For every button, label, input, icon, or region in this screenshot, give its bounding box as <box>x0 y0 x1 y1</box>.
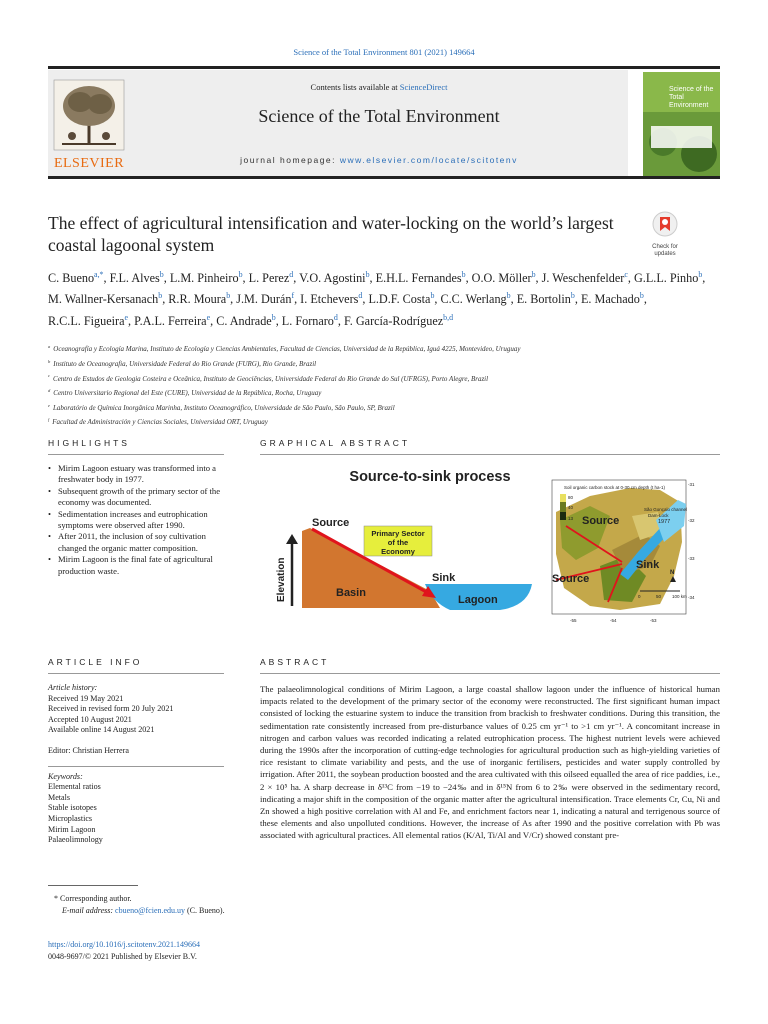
map-legend-low: 13 <box>568 516 574 521</box>
history-item: Received in revised form 20 July 2021 <box>48 704 174 714</box>
map-lon-55: -55 <box>570 618 577 623</box>
map-source-top: Source <box>582 515 620 527</box>
author-name[interactable]: F. García-Rodríguez <box>343 313 444 328</box>
highlight-item: • Mirim Lagoon estuary was transformed into a freshwater body in 1977. <box>48 463 224 486</box>
keyword-item[interactable]: Elemental ratios <box>48 782 101 792</box>
email-suffix: (C. Bueno). <box>185 905 225 915</box>
copyright-line: 0048-9697/© 2021 Published by Elsevier B.V. <box>48 951 197 961</box>
affiliation-key: d <box>48 387 51 393</box>
author-affiliation-marker[interactable]: b <box>639 291 644 301</box>
author-affiliation-marker[interactable]: b <box>698 270 703 279</box>
cover-title-line1: Science of the <box>669 86 714 93</box>
author-affiliation-marker[interactable]: b <box>570 291 575 301</box>
history-item: Accepted 10 August 2021 <box>48 714 132 724</box>
author-name[interactable]: O.O. Möller <box>471 271 532 286</box>
author-name[interactable]: L.M. Pinheiro <box>169 271 239 286</box>
affiliation-item <box>48 370 728 385</box>
keyword-item[interactable]: Mirim Lagoon <box>48 824 96 834</box>
article-footer <box>48 939 348 962</box>
abstract-heading: ABSTRACT <box>260 657 330 667</box>
affiliation-list <box>48 341 728 429</box>
map-lat-34: -34 <box>688 595 695 600</box>
graphical-abstract-rule <box>260 454 720 455</box>
affiliation-text: Laboratório de Química Inorgânica Marinha, Instituto Oceanográfico, Universidade de São Paulo, São Paulo, SP, Brazil <box>53 403 395 412</box>
affiliation-text: Oceanografía y Ecología Marina, Instituto de Ecología y Ciencias Ambientales, Facultad de Ciencias, Universidad de la República, Iguá 4225, Montevideo, Uruguay <box>53 345 521 354</box>
affiliation-item <box>48 414 728 429</box>
author-name[interactable]: L. Perez <box>248 271 290 286</box>
contents-line: Contents lists available at ScienceDirect <box>310 82 448 92</box>
bookmark-icon <box>652 211 678 239</box>
corresponding-label: Corresponding author. <box>60 894 132 903</box>
map-dam-label: Dam-Lock <box>648 513 669 518</box>
author-affiliation-marker[interactable]: b <box>226 291 231 301</box>
author-affiliation-marker[interactable]: b <box>159 270 164 279</box>
author-affiliation-marker[interactable]: b <box>430 291 435 301</box>
author-name[interactable]: J. Weschenfelder <box>541 271 625 286</box>
author-affiliation-marker[interactable]: d <box>358 291 363 301</box>
author-affiliation-marker[interactable]: b <box>506 291 511 301</box>
author-name[interactable]: I. Etchevers <box>300 292 359 307</box>
footnote-rule <box>48 885 138 886</box>
map-legend-mid: 40 <box>568 505 574 510</box>
affiliation-text: Centro Universitario Regional del Este (CURE), Universidad de la República, Rocha, Uruguay <box>53 389 322 398</box>
keywords-label: Keywords: <box>48 771 83 781</box>
author-name[interactable]: C. Andrade <box>216 313 272 328</box>
ga-title: Source-to-sink process <box>349 469 511 485</box>
map-scale-0: 0 <box>638 594 641 599</box>
author-affiliation-marker[interactable]: b <box>158 291 163 301</box>
map-year-label: 1977 <box>658 519 671 525</box>
author-name[interactable]: C. Bueno <box>48 271 95 286</box>
article-info-rule <box>48 673 224 674</box>
affiliation-key: c <box>48 373 51 379</box>
journal-homepage: journal homepage: www.elsevier.com/locate/scitotenv <box>240 155 518 165</box>
author-name[interactable]: J.M. Durán <box>236 292 292 307</box>
highlight-item: • After 2011, the inclusion of soy cultivation changed the organic matter composition. <box>48 531 224 554</box>
history-item: Available online 14 August 2021 <box>48 725 155 735</box>
elevation-arrow-head <box>286 534 298 544</box>
keyword-item[interactable]: Stable isotopes <box>48 803 97 813</box>
keyword-item[interactable]: Palaeolimnology <box>48 835 103 845</box>
keyword-item[interactable]: Microplastics <box>48 813 93 823</box>
highlight-item: • Subsequent growth of the primary sector of the economy was documented. <box>48 486 224 509</box>
author-name[interactable]: R.R. Moura <box>168 292 227 307</box>
author-affiliation-marker[interactable]: e <box>206 312 211 322</box>
editor-line: Editor: Christian Herrera <box>48 745 129 755</box>
author-affiliation-marker[interactable]: b <box>461 270 466 279</box>
author-list: C. Bueno$^{a,*}$, F.L. Alves$^b$, L.M. Pinheiro$^b$, L. Perez$^d$, V.O. Agostini$^b$, E.H.L. Fernandes$^b$, O.O. Möller$^b$, J. Weschenfelder$^c$, G.L.L. Pinho$^b$, M. Wallner-Kersanach$^b$, R.R. Moura$^b$, J.M. Durán$^f$, I. Etchevers$^d$, L.D.F. Costa$^b$, C.C. Werlang$^b$, E. Bortolin$^b$, E. Machado$^b$, R.C.L. Figueira$^e$, P.A.L. Ferreira$^e$, C. Andrade$^b$, L. Fornaro$^d$, F. García-Rodríguez$^{b,d}$ <box>48 270 706 328</box>
map-source-left: Source <box>552 573 590 585</box>
author-name[interactable]: L.D.F. Costa <box>368 292 431 307</box>
author-name[interactable]: R.C.L. Figueira <box>48 313 125 328</box>
map-lat-31: -31 <box>688 482 695 487</box>
graphical-abstract-heading: GRAPHICAL ABSTRACT <box>260 438 411 448</box>
highlights-list <box>48 463 224 577</box>
history-list <box>48 694 224 736</box>
author-name[interactable]: P.A.L. Ferreira <box>134 313 207 328</box>
primary-sector-line3: Economy <box>381 547 415 556</box>
highlights-heading: HIGHLIGHTS <box>48 438 130 448</box>
lagoon-label: Lagoon <box>458 594 498 606</box>
affiliation-key: e <box>48 402 51 408</box>
elsevier-wordmark: ELSEVIER <box>53 156 125 171</box>
author-affiliation-marker[interactable]: b <box>271 312 276 322</box>
author-affiliation-marker[interactable]: a,* <box>94 270 104 279</box>
article-title: The effect of agricultural intensification and water-locking on the world’s largest coastal lagoonal system <box>48 213 614 255</box>
email-link[interactable]: cbueno@fcien.edu.uy <box>115 905 186 915</box>
sink-label: Sink <box>432 572 456 584</box>
primary-sector-line1: Primary Sector <box>371 529 425 538</box>
affiliation-item <box>48 341 728 356</box>
elsevier-tree-icon <box>48 74 130 154</box>
check-label-2: updates <box>654 251 676 257</box>
highlights-rule <box>48 454 224 455</box>
map-channel-label: São Gonçalo channel <box>644 507 688 512</box>
keywords-list <box>48 782 224 846</box>
map-legend-high: 80 <box>568 495 574 500</box>
author-affiliation-marker[interactable]: b <box>531 270 536 279</box>
affiliation-item <box>48 385 728 400</box>
author-affiliation-marker[interactable]: e <box>124 312 129 322</box>
journal-name: Science of the Total Environment <box>258 106 500 126</box>
map-sink-label: Sink <box>636 559 660 571</box>
affiliation-key: f <box>48 417 50 423</box>
author-affiliation-marker[interactable]: d <box>333 312 338 322</box>
abstract-rule <box>260 673 720 674</box>
graphical-abstract <box>260 456 720 640</box>
highlight-item: • Mirim Lagoon is the final fate of agricultural production waste. <box>48 554 224 577</box>
map-lon-54: -54 <box>610 618 617 623</box>
author-affiliation-marker[interactable]: c <box>624 270 628 279</box>
author-affiliation-marker[interactable]: f <box>291 291 295 301</box>
history-item: Received 19 May 2021 <box>48 693 124 703</box>
map-scale-100: 100 km <box>672 594 687 599</box>
map-north-label: N <box>670 570 675 576</box>
source-label: Source <box>312 517 350 529</box>
affiliation-item <box>48 356 728 371</box>
author-name[interactable]: E. Bortolin <box>516 292 571 307</box>
author-affiliation-marker[interactable]: d <box>289 270 294 279</box>
corresponding-author-note: * Corresponding author. E-mail address: cbueno@fcien.edu.uy (C. Bueno). <box>54 894 225 915</box>
author-affiliation-marker[interactable]: b <box>238 270 243 279</box>
author-name[interactable]: F.L. Alves <box>109 271 160 286</box>
elsevier-logo <box>48 74 130 172</box>
author-affiliation-marker[interactable]: b <box>365 270 370 279</box>
affiliation-text: Facultad de Administración y Ciencias Sociales, Universidad ORT, Uruguay <box>52 418 268 427</box>
author-affiliation-marker[interactable]: b,d <box>443 312 454 322</box>
history-label: Article history: <box>48 683 98 692</box>
cover-title-line2: Total Environment <box>669 94 709 109</box>
journal-cover-image <box>643 72 720 176</box>
journal-citation[interactable]: Science of the Total Environment 801 (2021) 149664 <box>293 47 475 57</box>
header-bottom-rule <box>48 176 720 179</box>
affiliation-key: a <box>48 344 51 349</box>
author-name[interactable]: G.L.L. Pinho <box>633 271 699 286</box>
author-name[interactable]: E. Machado <box>580 292 640 307</box>
author-name[interactable]: C.C. Werlang <box>440 292 507 307</box>
affiliation-text: Instituto de Oceanografia, Universidade Federal do Rio Grande (FURG), Rio Grande, Brazil <box>53 359 317 368</box>
affiliation-key: b <box>48 358 51 364</box>
affiliation-item <box>48 400 728 415</box>
map-lat-32: -32 <box>688 518 695 523</box>
header-top-rule <box>48 66 720 69</box>
check-label-1: Check for <box>652 244 678 250</box>
homepage-link[interactable]: www.elsevier.com/locate/scitotenv <box>339 155 518 165</box>
highlight-item: • Sedimentation increases and eutrophication symptoms were observed after 1990. <box>48 509 224 532</box>
keyword-item[interactable]: Metals <box>48 792 71 802</box>
author-name[interactable]: M. Wallner-Kersanach <box>48 292 159 307</box>
article-info-heading: ARTICLE INFO <box>48 657 143 667</box>
map-scale-50: 50 <box>656 594 662 599</box>
author-name[interactable]: E.H.L. Fernandes <box>375 271 462 286</box>
email-label: E-mail address: <box>62 905 116 915</box>
author-name[interactable]: V.O. Agostini <box>299 271 366 286</box>
doi-link[interactable]: https://doi.org/10.1016/j.scitotenv.2021.149664 <box>48 940 200 949</box>
map-lat-33: -33 <box>688 556 695 561</box>
map-lon-53: -53 <box>650 618 657 623</box>
elevation-label: Elevation <box>276 557 287 602</box>
abstract-text: The palaeolimnological conditions of Mirim Lagoon, a large coastal shallow lagoon under the influence of historical human impacts related to the development of the primary sector of the economy were reconstructed. The first significant human impact consisted of locking the estuarine system to induce the transition from brackish to freshwater conditions. During this transition, the sedimentation rate consistently increased from pre-disturbance values of 0.25 cm yr⁻¹ to >1 cm yr⁻¹. A concomitant increase in nitrogen and carbon values was recorded indicating a related eutrophication process. The highest nutrient levels were achieved during the 1990s after the incorporation of cutting-edge technologies for agricultural production such as high-yielding varieties of rice resistant to climate variability and pests, and the use of inorganic fertilisers, pesticides and water supply controlled by irrigation. After 2011, the soybean production boosted and the area cultivated with this oilseed equalled the area of rice paddies, i.e., 2 × 10⁵ ha. A sharp decrease in δ¹³C from −19 to −24‰ and in δ¹⁵N from 6 to 2‰ were observed in the sedimentary record, indicating a major shift in the composition of the organic matter after the agricultural intensification. Trace elements Cr, Cu, Ni and Zn showed a high positive correlation with Al and Fe, and enrichment factors near 1, indicating a natural and terrigenous source of these elements and also unpolluted conditions. However, the increase of As after 1990 and the positive correlation with Pb was associated with agricultural practices. All elemental ratios (K/Al, Ti/Al and V/Cr) showed constant pre- <box>260 684 720 841</box>
primary-sector-line2: of the <box>387 538 409 547</box>
check-for-updates-button[interactable] <box>643 211 687 257</box>
keywords-rule <box>48 766 224 767</box>
map-legend-title: Soil organic carbon stock at 0-30 cm depth (t ha-1) <box>564 485 666 490</box>
article-info <box>48 683 224 846</box>
sciencedirect-link[interactable]: ScienceDirect <box>399 82 448 92</box>
study-area-map <box>552 480 686 614</box>
basin-label: Basin <box>336 587 366 599</box>
author-name[interactable]: L. Fornaro <box>281 313 334 328</box>
affiliation-text: Centro de Estudos de Geologia Costeira e Oceânica, Instituto de Geociências, Universidade Federal do Rio Grande do Sul (UFRGS), Porto Alegre, Brazil <box>53 374 489 383</box>
